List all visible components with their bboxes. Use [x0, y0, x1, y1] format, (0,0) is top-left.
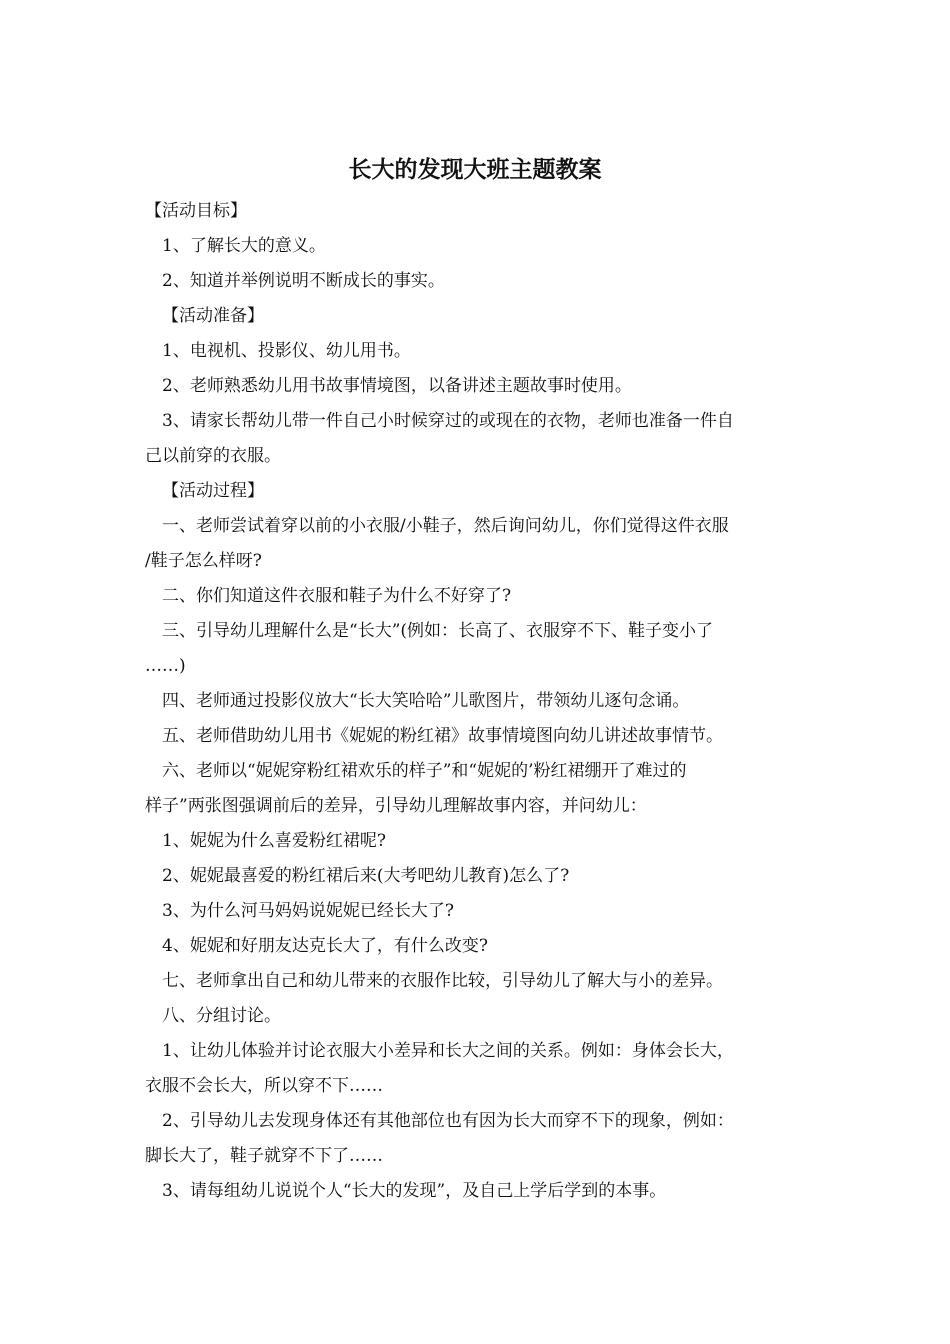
text-line: 2、引导幼儿去发现身体还有其他部位也有因为长大而穿不下的现象，例如： — [162, 1111, 734, 1131]
text-line: 1、了解长大的意义。 — [162, 236, 326, 256]
text-line: 三、引导幼儿理解什么是“长大”(例如：长高了、衣服穿不下、鞋子变小了 — [162, 621, 714, 641]
text-line: /鞋子怎么样呀? — [145, 551, 262, 571]
text-line: 【活动准备】 — [162, 306, 264, 326]
text-line: 样子”两张图强调前后的差异，引导幼儿理解故事内容，并问幼儿： — [145, 796, 647, 816]
text-line: 衣服不会长大，所以穿不下…… — [145, 1076, 383, 1096]
text-line: 3、为什么河马妈妈说妮妮已经长大了? — [162, 901, 454, 921]
text-line: 3、请家长帮幼儿带一件自己小时候穿过的或现在的衣物，老师也准备一件自 — [162, 411, 734, 431]
document-body — [145, 194, 810, 1209]
text-line: 3、请每组幼儿说说个人“长大的发现”，及自己上学后学到的本事。 — [162, 1181, 667, 1201]
text-line: 1、让幼儿体验并讨论衣服大小差异和长大之间的关系。例如：身体会长大， — [162, 1041, 734, 1061]
text-line: 2、知道并举例说明不断成长的事实。 — [162, 271, 445, 291]
text-line: 2、老师熟悉幼儿用书故事情境图，以备讲述主题故事时使用。 — [162, 376, 632, 396]
text-line: 1、妮妮为什么喜爱粉红裙呢? — [162, 831, 386, 851]
text-line: 4、妮妮和好朋友达克长大了，有什么改变? — [162, 936, 488, 956]
text-line: 六、老师以“妮妮穿粉红裙欢乐的样子”和“妮妮的’粉红裙绷开了难过的 — [162, 761, 687, 781]
text-line: 二、你们知道这件衣服和鞋子为什么不好穿了? — [162, 586, 512, 606]
text-line: 2、妮妮最喜爱的粉红裙后来(大考吧幼儿教育)怎么了? — [162, 866, 570, 886]
text-line: 【活动目标】 — [145, 201, 247, 221]
text-line: 八、分组讨论。 — [162, 1006, 281, 1026]
text-line: 四、老师通过投影仪放大“长大笑哈哈”儿歌图片，带领幼儿逐句念诵。 — [162, 691, 690, 711]
text-line: ……) — [145, 656, 186, 676]
document-title: 长大的发现大班主题教案 — [348, 156, 602, 183]
text-line: 脚长大了，鞋子就穿不下了…… — [145, 1146, 383, 1166]
text-line: 七、老师拿出自己和幼儿带来的衣服作比较，引导幼儿了解大与小的差异。 — [162, 971, 723, 991]
text-line: 己以前穿的衣服。 — [145, 446, 281, 466]
text-line: 一、老师尝试着穿以前的小衣服/小鞋子，然后询问幼儿，你们觉得这件衣服 — [162, 516, 729, 536]
text-line: 五、老师借助幼儿用书《妮妮的粉红裙》故事情境图向幼儿讲述故事情节。 — [162, 726, 723, 746]
text-line: 【活动过程】 — [162, 481, 264, 501]
text-line: 1、电视机、投影仪、幼儿用书。 — [162, 341, 411, 361]
